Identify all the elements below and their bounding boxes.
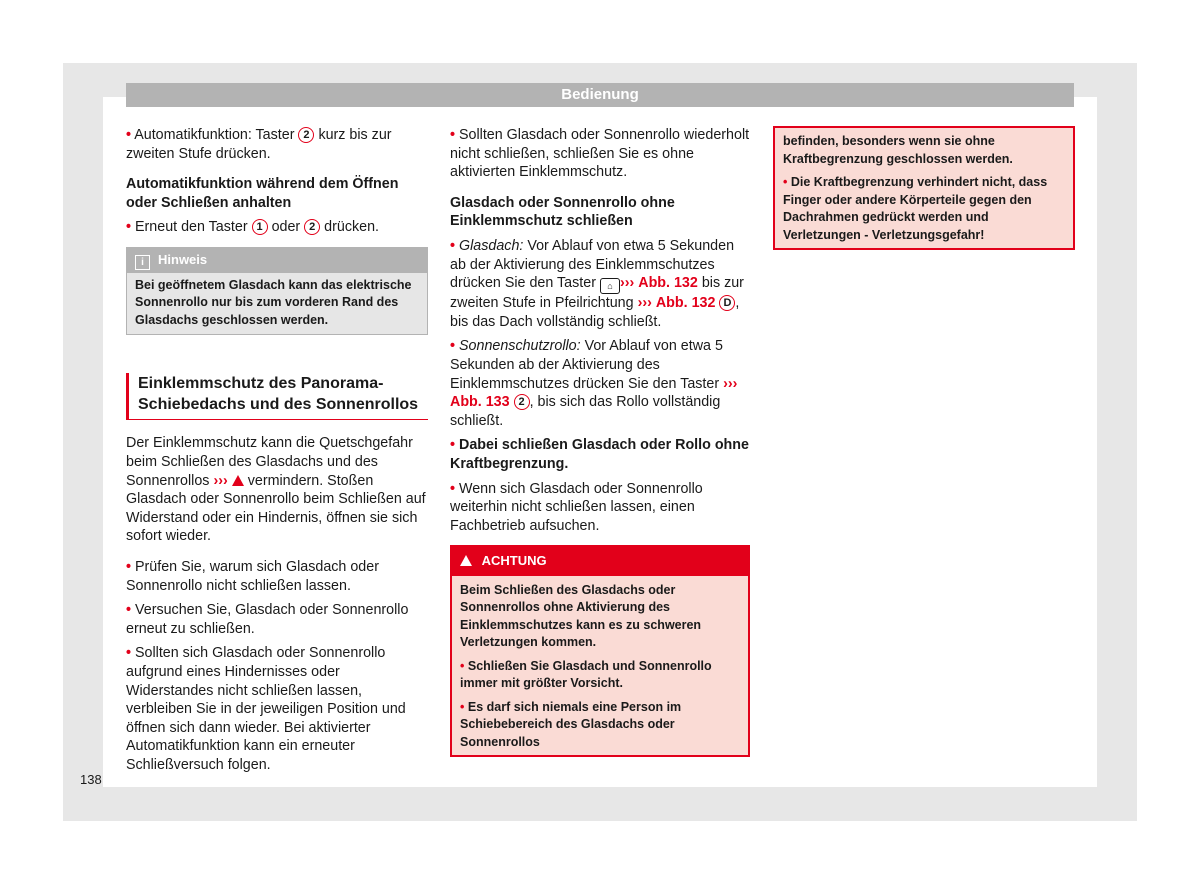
column-right (773, 126, 1075, 250)
roof-switch-icon: ⌂ (600, 278, 620, 294)
bullet-icon: • (460, 658, 465, 673)
bullet-icon: • (460, 699, 465, 714)
reference-arrow-icon: ››› (619, 275, 635, 292)
note-box (126, 247, 428, 336)
button-number-badge: 2 (298, 127, 314, 143)
button-number-badge: 2 (304, 219, 320, 235)
bullet-icon: • (126, 602, 132, 619)
bullet-press-again: • Erneut den Taster 1 oder 2 drücken. (126, 219, 380, 236)
warning-bullet: • Die Kraftbegrenzung verhindert nicht, dass Finger oder andere Körperteile gegen den Dachrahmen gedrückt werden und Verletzungen - Verletzungsgefahr! (783, 175, 1048, 242)
bullet-icon: • (126, 219, 132, 236)
warning-header: ACHTUNG (452, 547, 748, 576)
bullet-sonnenschutzrollo: • Sonnenschutzrollo: Vor Ablauf von etwa 5 Sekunden ab der Aktivierung des Einklemmschutzes drücken Sie den Taster ››› Abb. 133 2 , bis sich das Rollo vollständig schließt. (450, 338, 738, 429)
bullet-icon: • (450, 338, 456, 355)
bullet-no-force-limit: • Dabei schließen Glasdach oder Rollo ohne Kraftbegrenzung. (450, 437, 749, 472)
warning-triangle-icon (232, 475, 244, 486)
bullet-glasdach: • Glasdach: Vor Ablauf von etwa 5 Sekunden ab der Aktivierung des Einklemmschutzes drücken Sie den Taster ⌂ ››› Abb. 132 bis zur zweiten Stufe in Pfeilrichtung ››› Abb. 132 D , bis das Dach vollständig schließt. (450, 237, 744, 330)
warning-triangle-icon (460, 555, 472, 566)
bullet-retry: • Versuchen Sie, Glasdach oder Sonnenrollo erneut zu schließen. (126, 602, 409, 637)
bullet-workshop: • Wenn sich Glasdach oder Sonnenrollo weiterhin nicht schließen lassen, einen Fachbetrieb aufsuchen. (450, 480, 703, 534)
reference-arrow-icon: ››› (637, 295, 652, 312)
warning-box-continued: befinden, besonders wenn sie ohne Kraftbegrenzung geschlossen werden. • Die Kraftbegrenzung verhindert nicht, dass Finger oder andere Körperteile gegen den Dachrahmen gedrückt werden und Verletzungen - Verletzungsgefahr! (773, 126, 1075, 250)
page-number: 138 (80, 772, 102, 787)
intro-paragraph: Der Einklemmschutz kann die Quetschgefahr beim Schließen des Glasdachs und des Sonnenrollos ››› vermindern. Stoßen Glasdach oder Sonnenrollo beim Schließen auf Widerstand oder ein Hindernis, öffnen sie sich sofort wieder. (126, 435, 426, 545)
section-header: Bedienung (126, 83, 1074, 107)
bullet-icon: • (126, 127, 132, 143)
bullet-obstacle: • Sollten sich Glasdach oder Sonnenrollo aufgrund eines Hindernisses oder Widerstandes nicht schließen lassen, verbleiben Sie in der jeweiligen Position und öffnen sich dann wieder. Bei aktivierter Automatikfunktion kann ein erneuter Schließversuch folgen. (126, 645, 406, 773)
figure-reference[interactable]: Abb. 133 (450, 394, 510, 411)
figure-callout-badge: D (719, 295, 735, 311)
reference-arrow-icon: ››› (213, 472, 228, 489)
bullet-icon: • (126, 645, 132, 662)
note-header: i Hinweis (127, 248, 427, 273)
subheading-without-protection: Glasdach oder Sonnenrollo ohne Einklemmschutz schließen (450, 194, 675, 230)
info-icon: i (135, 255, 150, 270)
reference-arrow-icon: ››› (723, 375, 738, 392)
bullet-check: • Prüfen Sie, warum sich Glasdach oder Sonnenrollo nicht schließen lassen. (126, 559, 379, 594)
bullet-icon: • (450, 480, 456, 497)
bullet-icon: • (450, 237, 456, 254)
bullet-icon: • (450, 437, 456, 454)
figure-callout-badge: 2 (514, 394, 530, 410)
warning-box (450, 545, 750, 757)
column-middle (450, 126, 750, 757)
bullet-icon: • (450, 127, 456, 143)
column-left (126, 126, 428, 781)
figure-reference[interactable]: Abb. 132 (638, 275, 698, 292)
warning-bullet: • Es darf sich niemals eine Person im Schiebebereich des Glasdachs oder Sonnenrollos (460, 699, 682, 749)
button-number-badge: 1 (252, 219, 268, 235)
bullet-automatic: • Automatikfunktion: Taster 2 kurz bis zur zweiten Stufe drücken. (126, 127, 392, 162)
subheading-stop: Automatikfunktion während dem Öffnen oder Schließen anhalten (126, 176, 399, 211)
note-body: Bei geöffnetem Glasdach kann das elektrische Sonnenrollo nur bis zum vorderen Rand des Glasdachs geschlossen werden. (135, 277, 412, 327)
warning-bullet: • Schließen Sie Glasdach und Sonnenrollo immer mit größter Vorsicht. (460, 658, 712, 691)
figure-reference[interactable]: Abb. 132 (655, 295, 716, 312)
section-title: Einklemmschutz des Panorama-Schiebedachs und des Sonnenrollos (126, 373, 428, 420)
bullet-repeated: • Sollten Glasdach oder Sonnenrollo wiederholt nicht schließen, schließen Sie es ohne aktivierten Einklemmschutz. (450, 127, 750, 181)
bullet-icon: • (783, 175, 788, 189)
warning-body: Beim Schließen des Glasdachs oder Sonnenrollos ohne Aktivierung des Einklemmschutzes kann es zu schweren Verletzungen kommen. • Schließen Sie Glasdach und Sonnenrollo immer mit größter Vorsicht. • Es darf sich niemals eine Person im Schiebebereich des Glasdachs oder Sonnenrollos (452, 576, 748, 756)
bullet-icon: • (126, 559, 132, 576)
